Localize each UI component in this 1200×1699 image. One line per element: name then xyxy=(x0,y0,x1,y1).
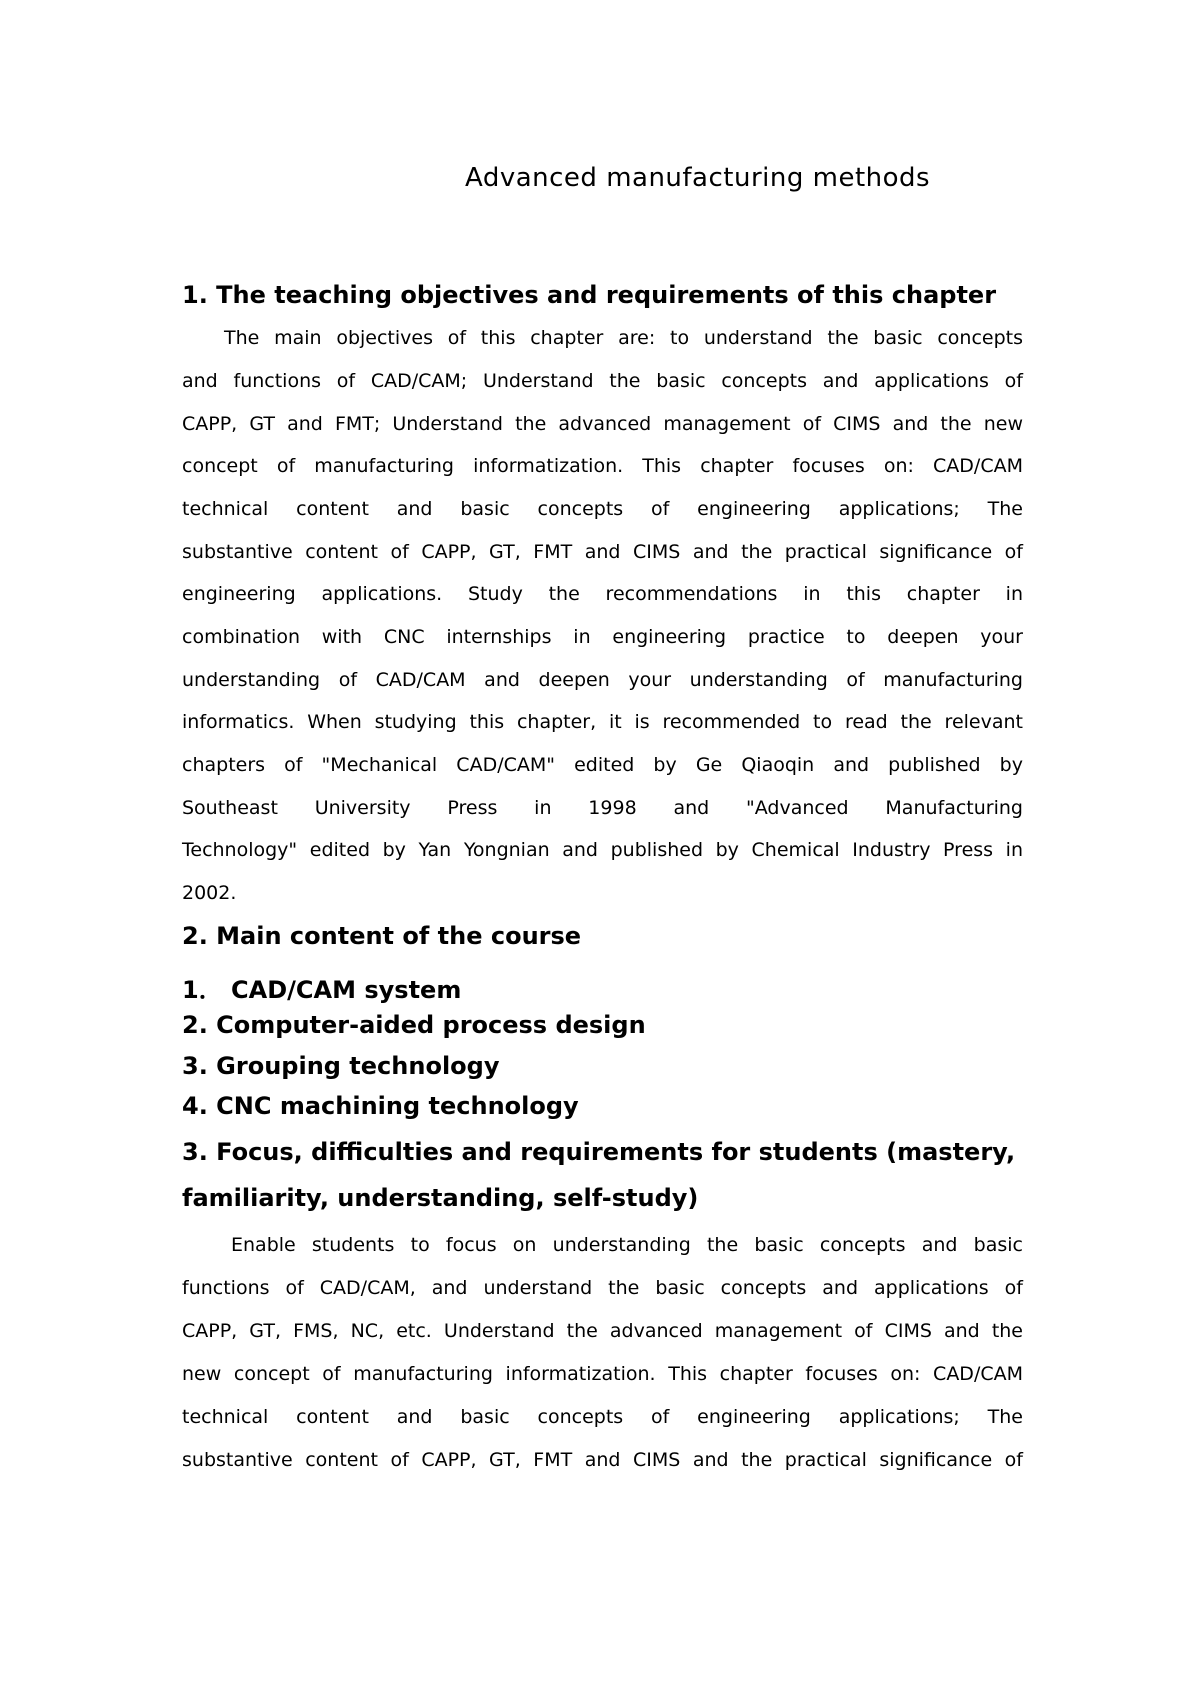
paragraph-line: new concept of manufacturing informatization. This chapter focuses on: CAD/CAM xyxy=(182,1363,1023,1385)
paragraph-line: chapters of "Mechanical CAD/CAM" edited by Ge Qiaoqin and published by xyxy=(182,754,1023,776)
section-heading-focus-continued: familiarity, understanding, self-study) xyxy=(182,1184,699,1212)
paragraph-line: technical content and basic concepts of engineering applications; The xyxy=(182,1406,1023,1428)
section-heading-focus: 3. Focus, difficulties and requirements for students (mastery, xyxy=(182,1138,1016,1166)
paragraph-line: Southeast University Press in 1998 and "Advanced Manufacturing xyxy=(182,797,1023,819)
paragraph-line: functions of CAD/CAM, and understand the basic concepts and applications of xyxy=(182,1277,1023,1299)
paragraph-line: informatics. When studying this chapter, it is recommended to read the relevant xyxy=(182,711,1023,733)
paragraph-line: substantive content of CAPP, GT, FMT and CIMS and the practical significance of xyxy=(182,541,1023,563)
list-item: 1． CAD/CAM system xyxy=(182,976,462,1004)
paragraph-line: The main objectives of this chapter are: to understand the basic concepts xyxy=(224,327,1023,349)
paragraph-line: understanding of CAD/CAM and deepen your understanding of manufacturing xyxy=(182,669,1023,691)
section-heading-objectives: 1. The teaching objectives and requirements of this chapter xyxy=(182,281,997,309)
paragraph-line: Technology" edited by Yan Yongnian and published by Chemical Industry Press in xyxy=(182,839,1023,861)
paragraph-line: CAPP, GT, FMS, NC, etc. Understand the advanced management of CIMS and the xyxy=(182,1320,1023,1342)
list-item: 4. CNC machining technology xyxy=(182,1092,579,1120)
paragraph-line: and functions of CAD/CAM; Understand the basic concepts and applications of xyxy=(182,370,1023,392)
paragraph-line: CAPP, GT and FMT; Understand the advanced management of CIMS and the new xyxy=(182,413,1023,435)
paragraph-line: substantive content of CAPP, GT, FMT and CIMS and the practical significance of xyxy=(182,1449,1023,1471)
paragraph-line: engineering applications. Study the recommendations in this chapter in xyxy=(182,583,1023,605)
section-heading-main-content: 2. Main content of the course xyxy=(182,922,582,950)
paragraph-line: Enable students to focus on understanding the basic concepts and basic xyxy=(231,1234,1023,1256)
paragraph-line: technical content and basic concepts of engineering applications; The xyxy=(182,498,1023,520)
paragraph-line: combination with CNC internships in engineering practice to deepen your xyxy=(182,626,1023,648)
paragraph-line: concept of manufacturing informatization. This chapter focuses on: CAD/CAM xyxy=(182,455,1023,477)
paragraph-line: 2002. xyxy=(182,882,237,904)
list-item: 2. Computer-aided process design xyxy=(182,1011,646,1039)
list-item: 3. Grouping technology xyxy=(182,1052,500,1080)
document-title: Advanced manufacturing methods xyxy=(465,163,931,193)
